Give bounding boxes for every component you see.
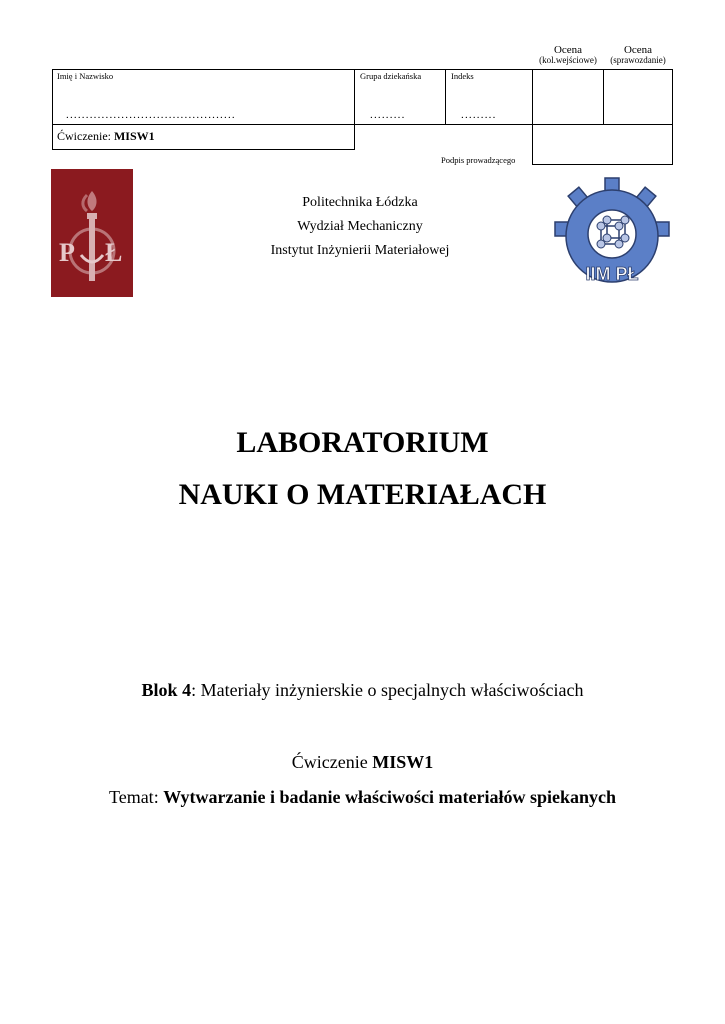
svg-text:Ł: Ł [105, 238, 123, 267]
grade-header-report-subtitle: (sprawozdanie) [610, 55, 666, 66]
institute-name: Instytut Inżynierii Materiałowej [270, 243, 450, 258]
faculty-name: Wydział Mechaniczny [297, 219, 423, 234]
university-name: Politechnika Łódzka [302, 195, 418, 210]
grade-report-box[interactable] [603, 69, 673, 125]
name-dots: ........................................... [66, 109, 236, 121]
block-text: : Materiały inżynierskie o specjalnych właściwościach [191, 680, 584, 700]
title-line-1: LABORATORIUM [236, 426, 489, 459]
exercise-line [0, 752, 725, 773]
institution-block [210, 191, 510, 263]
exercise-label-prefix: Ćwiczenie: [57, 129, 114, 143]
pl-logo [51, 169, 133, 297]
grade-header-report-title: Ocena [623, 44, 653, 56]
topic-line [0, 787, 725, 808]
iim-logo-text: IIM PŁ [585, 264, 639, 284]
index-label: Indeks [451, 71, 474, 81]
signature-box[interactable] [532, 124, 673, 165]
grade-header-report [604, 44, 672, 66]
topic-prefix: Temat: [108, 787, 164, 807]
iim-logo [551, 176, 673, 294]
grade-entry-box[interactable] [532, 69, 604, 125]
grade-header-entry [530, 44, 606, 66]
pl-logo-emblem [51, 169, 133, 297]
index-dots: ......... [461, 109, 497, 121]
iim-logo-gear [551, 176, 673, 294]
grade-header-entry-subtitle: (kol.wejściowe) [539, 55, 597, 66]
block-label: Blok 4 [141, 680, 192, 700]
group-label: Grupa dziekańska [360, 71, 422, 81]
exercise-label-code: MISW1 [113, 129, 155, 143]
block-line [0, 680, 725, 701]
title-line-2: NAUKI O MATERIAŁACH [178, 478, 547, 511]
group-dots: ......... [370, 109, 406, 121]
name-label: Imię i Nazwisko [57, 71, 114, 81]
svg-text:P: P [59, 238, 75, 267]
signature-label: Podpis prowadzącego [441, 155, 516, 165]
exercise-line-code: MISW1 [372, 752, 434, 772]
exercise-label [57, 129, 155, 144]
grade-header-entry-title: Ocena [553, 44, 583, 56]
exercise-line-prefix: Ćwiczenie [291, 752, 373, 772]
topic-text: Wytwarzanie i badanie właściwości materiałów spiekanych [163, 787, 617, 807]
